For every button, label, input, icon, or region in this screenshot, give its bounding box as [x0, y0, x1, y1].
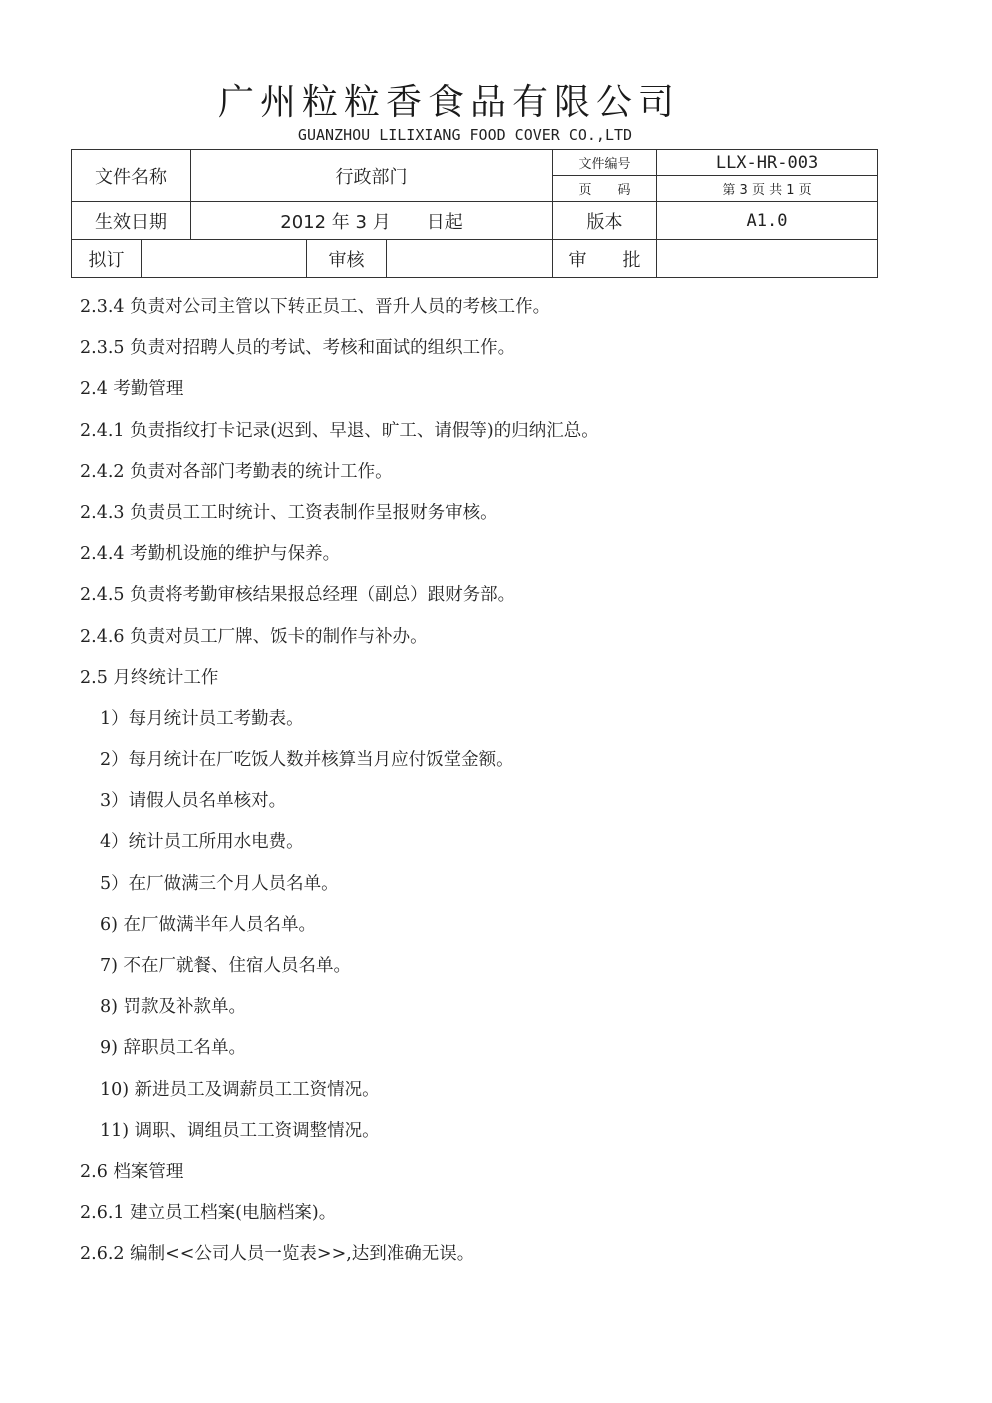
section-heading: 2.4 考勤管理 — [80, 379, 184, 400]
paragraph-line: 2.3.4 负责对公司主管以下转正员工、晋升人员的考核工作。 — [80, 297, 551, 317]
version-label: 版本 — [553, 202, 657, 240]
paragraph-line: 2.4.3 负责员工工时统计、工资表制作呈报财务审核。 — [80, 502, 498, 523]
list-item: 8) 罚款及补款单。 — [100, 997, 247, 1018]
company-name-cn: 广州粒粒香食品有限公司 — [217, 82, 680, 123]
paragraph-line: 2.3.5 负责对招聘人员的考试、考核和面试的组织工作。 — [80, 338, 516, 359]
file-name-value: 行政部门 — [191, 150, 553, 202]
approve-value — [657, 240, 878, 278]
list-item: 3）请假人员名单核对。 — [100, 791, 287, 812]
version-value: A1.0 — [657, 202, 878, 240]
list-item: 1）每月统计员工考勤表。 — [100, 708, 304, 729]
list-item: 7) 不在厂就餐、住宿人员名单。 — [100, 956, 352, 976]
section-heading: 2.5 月终统计工作 — [80, 667, 219, 688]
list-item: 6) 在厂做满半年人员名单。 — [100, 914, 317, 935]
paragraph-line: 2.6.1 建立员工档案(电脑档案)。 — [80, 1203, 337, 1224]
paragraph-line: 2.6.2 编制<<公司人员一览表>>,达到准确无误。 — [80, 1244, 475, 1265]
page-label: 页 码 — [553, 176, 657, 202]
paragraph-line: 2.4.2 负责对各部门考勤表的统计工作。 — [80, 461, 393, 482]
review-value — [387, 240, 553, 278]
paragraph-line: 2.4.4 考勤机设施的维护与保养。 — [80, 544, 341, 565]
paragraph-line: 2.4.1 负责指纹打卡记录(迟到、早退、旷工、请假等)的归纳汇总。 — [80, 420, 599, 441]
draft-value — [142, 240, 307, 278]
file-no-value: LLX-HR-003 — [657, 150, 878, 176]
list-item: 9) 辞职员工名单。 — [100, 1038, 247, 1059]
effective-date-value: 2012 年 3 月 日起 — [191, 202, 553, 240]
list-item: 10) 新进员工及调薪员工工资情况。 — [100, 1079, 380, 1100]
document-body — [80, 287, 900, 1276]
draft-label: 拟订 — [72, 240, 142, 278]
list-item: 4）统计员工所用水电费。 — [100, 832, 304, 853]
list-item: 2）每月统计在厂吃饭人数并核算当月应付饭堂金额。 — [100, 750, 514, 771]
file-name-label: 文件名称 — [72, 150, 191, 202]
section-heading: 2.6 档案管理 — [80, 1161, 184, 1182]
list-item: 5）在厂做满三个月人员名单。 — [100, 873, 339, 894]
file-no-label: 文件编号 — [553, 150, 657, 176]
effective-date-label: 生效日期 — [72, 202, 191, 240]
paragraph-line: 2.4.6 负责对员工厂牌、饭卡的制作与补办。 — [80, 626, 428, 647]
list-item: 11) 调职、调组员工工资调整情况。 — [100, 1120, 380, 1141]
approve-label: 审 批 — [553, 240, 657, 278]
document-info-table — [71, 149, 878, 278]
paragraph-line: 2.4.5 负责将考勤审核结果报总经理（副总）跟财务部。 — [80, 585, 516, 606]
review-label: 审核 — [307, 240, 387, 278]
company-name-en: GUANZHOU LILIXIANG FOOD COVER CO.,LTD — [297, 126, 633, 144]
page-value: 第 3 页 共 1 页 — [657, 176, 878, 202]
